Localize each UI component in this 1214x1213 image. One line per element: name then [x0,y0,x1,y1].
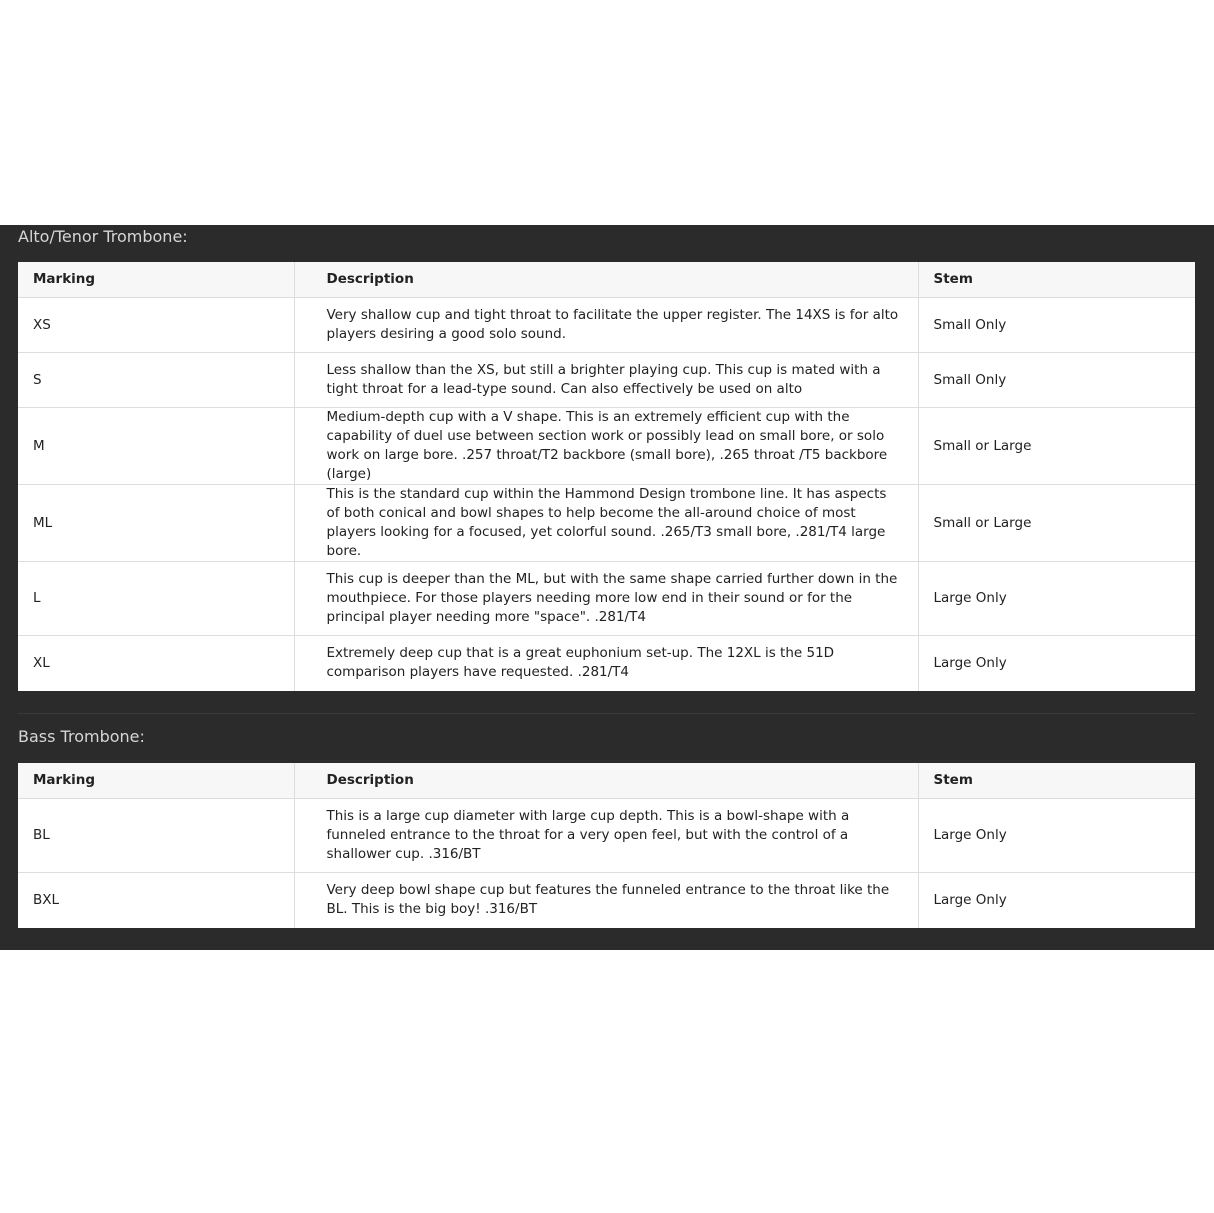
cell-stem: Large Only [933,654,1007,671]
table-row [18,353,1195,408]
header-description: Description [294,262,918,298]
table-header-row [18,763,1195,799]
cell-description: This is a large cup diameter with large cup depth. This is a bowl-shape with a funneled entrance to the throat for a very open feel, but with the control of a shallower cup. .316/BT [294,799,918,873]
header-stem: Stem [918,262,1195,298]
table-row [18,562,1195,636]
header-marking: Marking [18,763,294,799]
cell-stem: Small or Large [918,408,1195,485]
cell-marking: M [18,408,294,485]
cell-stem: Small Only [918,353,1195,408]
cell-description: This cup is deeper than the ML, but with the same shape carried further down in the mouthpiece. For those players needing more low end in their sound or for the principal player needing more "space". .281/T4 [294,562,918,636]
cell-marking: XL [18,636,294,691]
cell-description: Medium-depth cup with a V shape. This is an extremely efficient cup with the capability of duel use between section work or possibly lead on small bore, or solo work on large bore. .257 throat/T2 backbore (small bore), .265 throat /T5 backbore (large) [294,408,918,485]
table-row [18,485,1195,562]
table-row [18,799,1195,873]
header-stem: Stem [918,763,1195,799]
table-row [18,636,1195,691]
cell-description: Very shallow cup and tight throat to facilitate the upper register. The 14XS is for alto players desiring a good solo sound. [294,298,918,353]
table-row [18,298,1195,353]
cell-stem: Small Only [918,298,1195,353]
table-row [18,873,1195,928]
cell-stem: Large Only [918,799,1195,873]
cell-marking: XS [18,298,294,353]
cell-marking: BXL [18,873,294,928]
alto-tenor-table [18,262,1195,691]
content-panel [0,225,1214,950]
cell-description: Less shallow than the XS, but still a brighter playing cup. This cup is mated with a tight throat for a lead-type sound. Can also effectively be used on alto [294,353,918,408]
cell-description: Very deep bowl shape cup but features the funneled entrance to the throat like the BL. This is the big boy! .316/BT [294,873,918,928]
table-header-row [18,262,1195,298]
section-title-bass: Bass Trombone: [18,727,145,746]
cell-stem: Large Only [918,562,1195,636]
cell-marking: BL [18,799,294,873]
cell-marking: L [18,562,294,636]
table-row [18,408,1195,485]
cell-stem: Small or Large [918,485,1195,562]
section-title-alto-tenor: Alto/Tenor Trombone: [18,227,188,246]
bass-table [18,763,1195,928]
section-divider [18,713,1195,714]
cell-marking: S [18,353,294,408]
cell-description: This is the standard cup within the Hammond Design trombone line. It has aspects of both conical and bowl shapes to help become the all-around choice of most players looking for a focused, yet colorful sound. .265/T3 small bore, .281/T4 large bore. [294,485,918,562]
cell-stem: Large Only [933,891,1007,908]
header-marking: Marking [18,262,294,298]
cell-marking: ML [18,485,294,562]
header-description: Description [294,763,918,799]
cell-description: Extremely deep cup that is a great euphonium set-up. The 12XL is the 51D comparison players have requested. .281/T4 [294,636,918,691]
